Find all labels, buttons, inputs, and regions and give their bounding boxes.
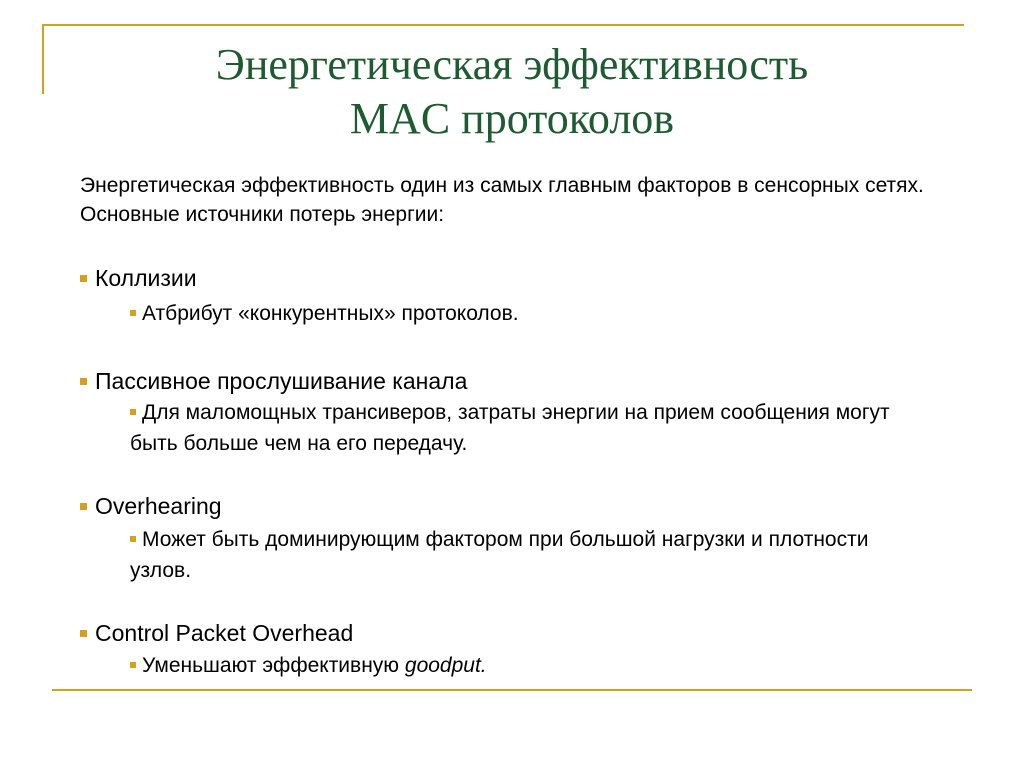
bullet-label: Control Packet Overhead	[95, 620, 354, 646]
sub-bullet-text: Может быть доминирующим фактором при большой нагрузки и плотности узлов.	[130, 528, 869, 582]
slide-title	[0, 38, 1024, 146]
bullet-label: Overhearing	[95, 493, 222, 519]
bullet-label: Коллизии	[95, 265, 197, 291]
square-bullet-icon	[80, 630, 87, 637]
square-bullet-icon	[80, 275, 87, 282]
bullet-label: Пассивное прослушивание канала	[95, 368, 468, 394]
square-bullet-icon	[130, 662, 136, 668]
sub-bullet-text: Для маломощных трансиверов, затраты энергии на прием сообщения могут быть больше чем на его передачу.	[130, 401, 890, 455]
intro-paragraph: Энергетическая эффективность один из самых главным факторов в сенсорных сетях. Основные источники потерь энергии:	[80, 174, 924, 226]
square-bullet-icon	[130, 310, 136, 316]
sub-bullet-collisions	[130, 298, 930, 329]
frame-top-rule	[42, 24, 964, 26]
square-bullet-icon	[80, 503, 87, 510]
bullet-overhearing	[80, 491, 222, 521]
frame-bottom-rule	[52, 689, 972, 691]
sub-bullet-overhearing	[130, 524, 930, 586]
square-bullet-icon	[130, 409, 136, 415]
square-bullet-icon	[80, 378, 87, 385]
bullet-collisions	[80, 263, 197, 293]
square-bullet-icon	[130, 536, 136, 542]
sub-bullet-text: Атбрибут «конкурентных» протоколов.	[142, 302, 519, 325]
title-line-2: MAC протоколов	[349, 94, 675, 143]
bullet-idle-listening	[80, 366, 467, 396]
bullet-control-packet-overhead	[80, 618, 353, 648]
sub-bullet-idle-listening	[130, 397, 930, 459]
sub-bullet-text: Уменьшают эффективную	[142, 654, 405, 677]
title-line-1: Энергетическая эффективность	[215, 40, 809, 89]
sub-bullet-italic-term: goodput.	[404, 654, 487, 677]
sub-bullet-control-packet-overhead	[130, 650, 930, 681]
